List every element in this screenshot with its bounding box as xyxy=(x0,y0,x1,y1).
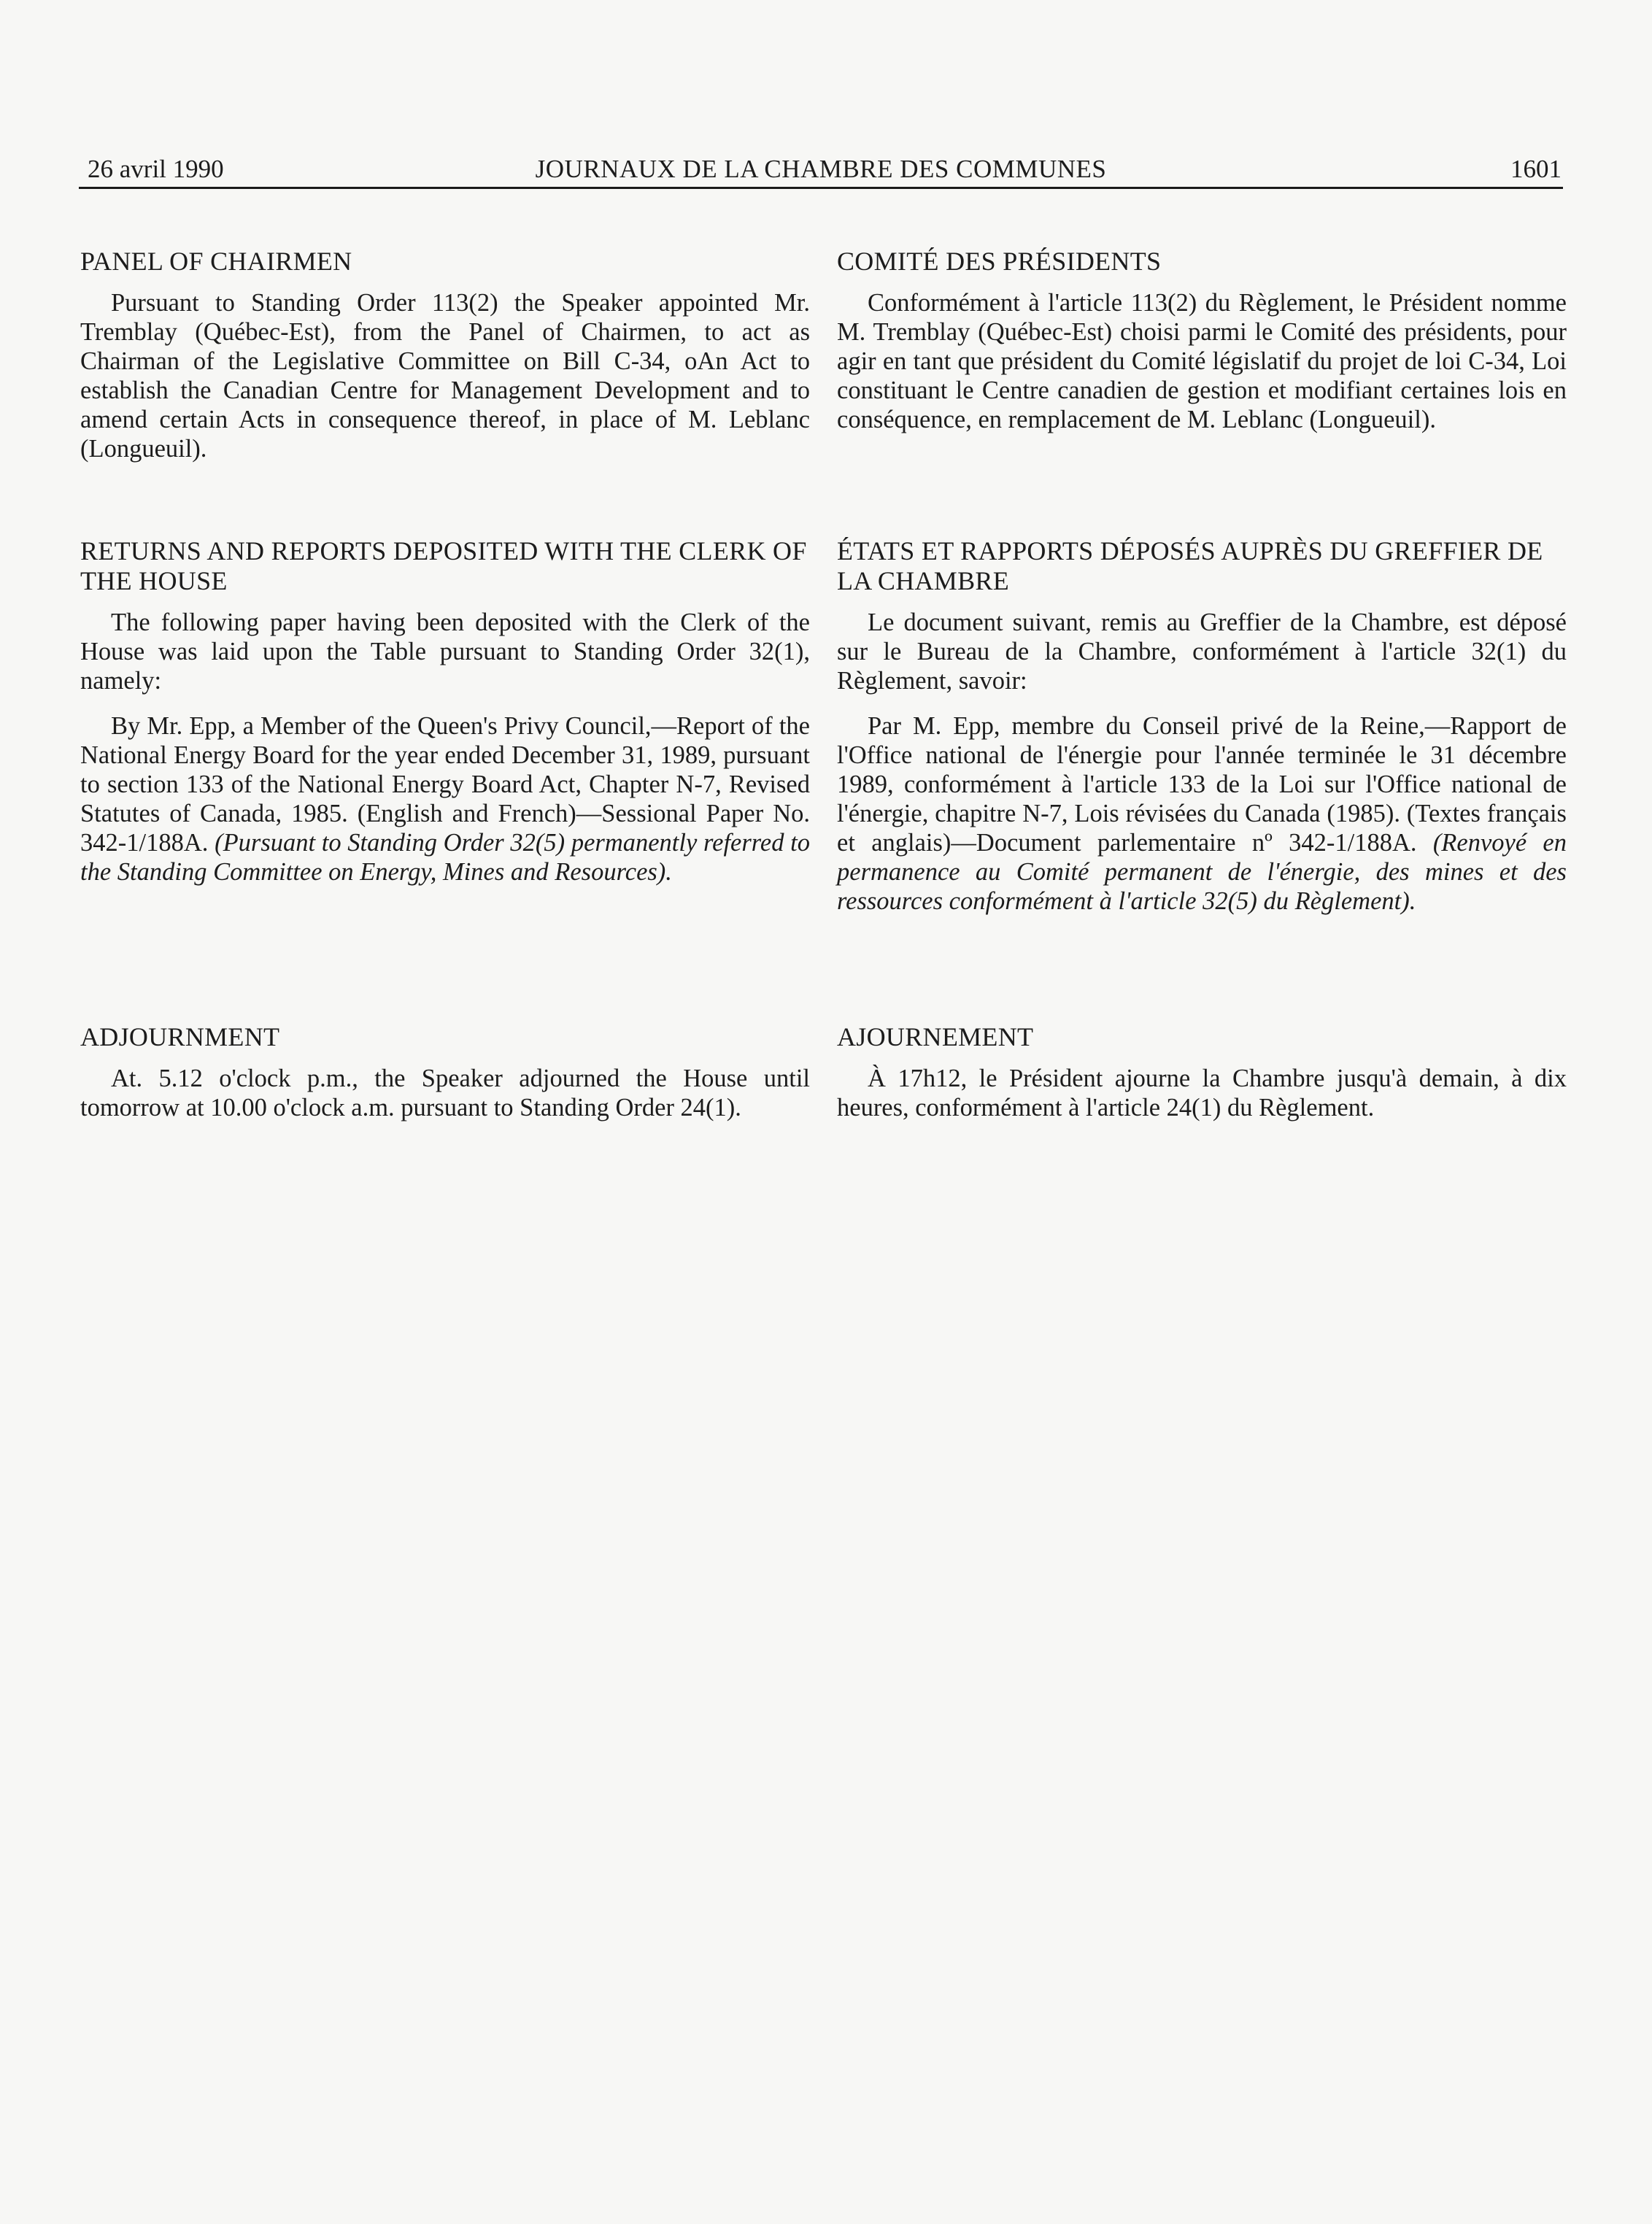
section-heading: COMITÉ DES PRÉSIDENTS xyxy=(837,247,1162,276)
returns-reports-section xyxy=(80,536,810,903)
section-intro-paragraph: The following paper having been deposited with the Clerk of the House was laid upon the Table pursuant to Standing Order 32(1), namely: xyxy=(80,609,810,695)
section-paragraph: Pursuant to Standing Order 113(2) the Speaker appointed Mr. Tremblay (Québec-Est), from the Panel of Chairmen, to act as Chairman of the Legislative Committee on Bill C-34, oAn Act to establish the Canadian Centre for Management Development and to amend certain Acts in consequence thereof, in place of M. Leblanc (Longueuil). xyxy=(80,289,810,463)
section-heading: ADJOURNMENT xyxy=(80,1022,280,1051)
section-heading: AJOURNEMENT xyxy=(837,1022,1034,1051)
section-paragraph: At. 5.12 o'clock p.m., the Speaker adjourned the House until tomorrow at 10.00 o'clock a.m. pursuant to Standing Order 24(1). xyxy=(80,1065,810,1121)
section-paragraph: Conformément à l'article 113(2) du Règlement, le Président nomme M. Tremblay (Québec-Est) choisi parmi le Comité des présidents, pour agir en tant que président du Comité législatif du projet de loi C-34, Loi constituant le Centre canadien de gestion et modifiant certaines lois en conséquence, en remplacement de M. Leblanc (Longueuil). xyxy=(837,289,1567,433)
ajournement-section xyxy=(837,1022,1567,1138)
report-paragraph xyxy=(80,711,810,887)
report-text: Par M. Epp, membre du Conseil privé de la Reine,—Rapport de l'Office national de l'énergie pour l'année terminée le 31 décembre 1989, conformément à l'article 133 de la Loi sur l'Office national de l'énergie, chapitre N-7, Lois révisées du Canada (1985). (Textes français et anglais)—Document parlementaire nº 342-1/188A. xyxy=(837,712,1567,857)
section-intro-paragraph: Le document suivant, remis au Greffier de la Chambre, est déposé sur le Bureau de la Chambre, conformément à l'article 32(1) du Règlement, savoir: xyxy=(837,609,1567,695)
report-paragraph xyxy=(837,711,1567,916)
page-number: 1601 xyxy=(1510,155,1562,183)
section-heading: ÉTATS ET RAPPORTS DÉPOSÉS AUPRÈS DU GREFFIER DE LA CHAMBRE xyxy=(837,536,1543,595)
header-rule xyxy=(79,187,1563,189)
comite-des-presidents-section xyxy=(837,247,1567,450)
report-referral-note: (Pursuant to Standing Order 32(5) permanently referred to the Standing Committee on Energy, Mines and Resources). xyxy=(80,829,811,886)
etats-rapports-section xyxy=(837,536,1567,932)
header-title: JOURNAUX DE LA CHAMBRE DES COMMUNES xyxy=(535,155,1107,183)
report-referral-note: (Renvoyé en permanence au Comité permanent de l'énergie, des mines et des ressources conformément à l'article 32(5) du Règlement). xyxy=(837,829,1567,915)
report-text: By Mr. Epp, a Member of the Queen's Privy Council,—Report of the National Energy Board for the year ended December 31, 1989, pursuant to section 133 of the National Energy Board Act, Chapter N-7, Revised Statutes of Canada, 1985. (English and French)—Sessional Paper No. 342-1/188A. xyxy=(80,712,810,857)
page-header xyxy=(80,153,1562,185)
section-heading: RETURNS AND REPORTS DEPOSITED WITH THE CLERK OF THE HOUSE xyxy=(80,536,807,595)
header-date: 26 avril 1990 xyxy=(88,155,224,183)
panel-of-chairmen-section xyxy=(80,247,810,479)
adjournment-section xyxy=(80,1022,810,1138)
section-paragraph: À 17h12, le Président ajourne la Chambre jusqu'à demain, à dix heures, conformément à l'article 24(1) du Règlement. xyxy=(837,1065,1567,1121)
section-heading: PANEL OF CHAIRMEN xyxy=(80,247,352,276)
